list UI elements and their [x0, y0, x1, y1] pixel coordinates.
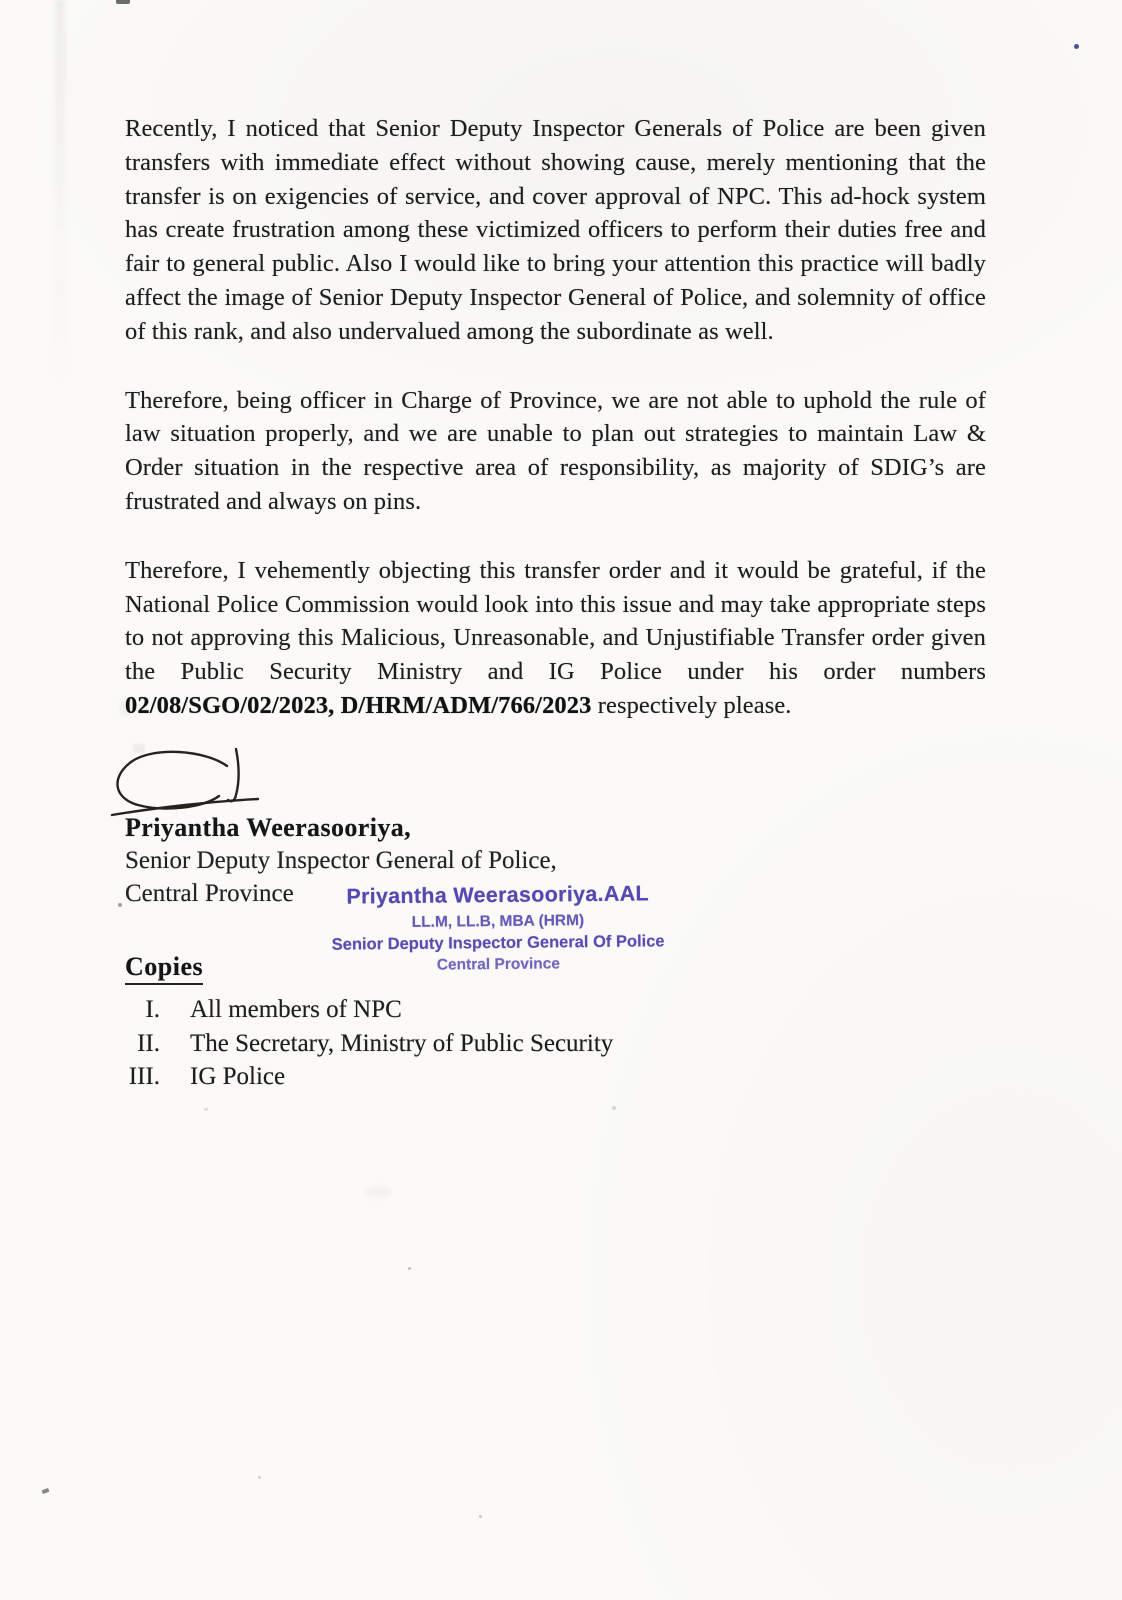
scan-speck	[408, 1267, 411, 1270]
stamp-title: Senior Deputy Inspector General Of Police	[331, 932, 665, 954]
paragraph-1: Recently, I noticed that Senior Deputy Inspector Generals of Police are been given transfers with immediate effect without showing cause, merely mentioning that the transfer is on exigencies of service, and cover approval of NPC. This ad-hock system has create frustration among these victimized officers to perform their duties free and fair to general public. Also I would like to bring your attention this practice will badly affect the image of Senior Deputy Inspector General of Police, and solemnity of office of this rank, and also undervalued among the subordinate as well.	[125, 115, 986, 345]
paragraph-3-text: Therefore, I vehemently objecting this transfer order and it would be grateful, if the National Police Commission would look into this issue and may take appropriate steps to not approving this Malicious, Unreasonable, and Unjustifiable Transfer order given the Public Security Ministry and IG Police under his order numbers	[125, 556, 986, 686]
order-numbers: 02/08/SGO/02/2023, D/HRM/ADM/766/2023	[125, 691, 592, 719]
scan-speck	[258, 1476, 261, 1479]
stamp-province: Central Province	[436, 955, 561, 974]
scan-speck	[365, 1185, 391, 1199]
copy-row	[108, 1060, 613, 1094]
letter-body	[125, 112, 986, 758]
copies-heading: Copies	[125, 952, 203, 985]
copies-section	[125, 952, 613, 1094]
stamp-name: Priyantha Weerasooriya.AAL	[346, 881, 650, 909]
scan-edge-streak	[54, 0, 66, 400]
copy-numeral: I.	[145, 996, 160, 1023]
scan-speck	[42, 1488, 50, 1494]
copy-text: IG Police	[190, 1063, 286, 1090]
scan-speck	[612, 1106, 616, 1110]
signer-province: Central Province	[125, 880, 294, 907]
signer-name: Priyantha Weerasooriya,	[125, 813, 412, 842]
copy-text: The Secretary, Ministry of Public Security	[190, 1029, 614, 1057]
paragraph-3	[125, 554, 986, 723]
copy-row	[108, 1027, 613, 1061]
copy-numeral: II.	[137, 1029, 160, 1057]
scan-speck	[118, 903, 122, 907]
paragraph-3-tail: respectively please.	[591, 691, 792, 719]
copy-row	[108, 993, 613, 1027]
blue-ink-dot	[1074, 44, 1079, 49]
paragraph-2: Therefore, being officer in Charge of Province, we are not able to uphold the rule of law situation properly, and we are unable to plan out strategies to maintain Law & Order situation in the respective area of responsibility, as majority of SDIG’s are frustrated and always on pins.	[125, 386, 986, 515]
signer-title: Senior Deputy Inspector General of Police,	[125, 847, 557, 874]
scan-top-mark	[116, 0, 130, 4]
scan-speck	[204, 1108, 208, 1111]
scan-speck	[479, 1515, 482, 1518]
copy-numeral: III.	[128, 1063, 160, 1090]
stamp-qualifications: LL.M, LL.B, MBA (HRM)	[411, 912, 585, 931]
copy-text: All members of NPC	[190, 996, 402, 1023]
